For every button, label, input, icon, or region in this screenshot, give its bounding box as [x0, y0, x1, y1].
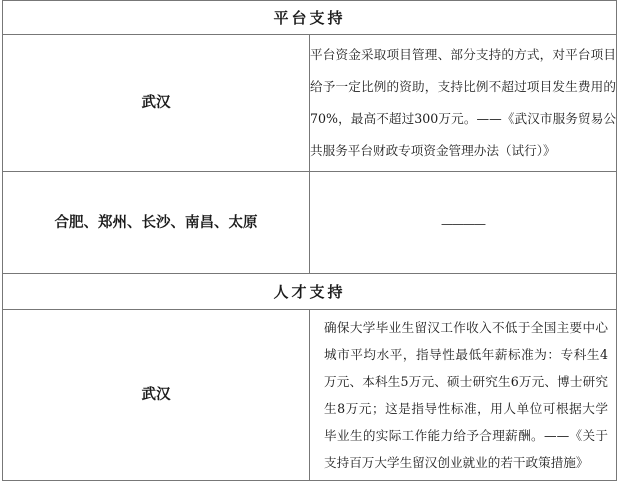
policy-comparison-table	[2, 0, 617, 481]
section-header-row-platform	[3, 1, 617, 35]
city-cell-wuhan-talent: 武汉	[3, 310, 310, 481]
section-header-platform: 平台支持	[3, 1, 617, 35]
section-header-talent: 人才支持	[3, 274, 617, 310]
table-row	[3, 310, 617, 481]
table-row	[3, 35, 617, 172]
empty-dash: ————	[441, 217, 485, 231]
policy-text-other-cities	[310, 172, 617, 274]
city-cell-wuhan-platform: 武汉	[3, 35, 310, 172]
city-cell-other-cities: 合肥、郑州、长沙、南昌、太原	[3, 172, 310, 274]
policy-text-wuhan-platform: 平台资金采取项目管理、部分支持的方式，对平台项目给予一定比例的资助，支持比例不超过项目发生费用的70%，最高不超过300万元。——《武汉市服务贸易公共服务平台财政专项资金管理办法（试行）》	[310, 35, 617, 172]
section-header-row-talent	[3, 274, 617, 310]
table-row	[3, 172, 617, 274]
policy-text-wuhan-talent: 确保大学毕业生留汉工作收入不低于全国主要中心城市平均水平，指导性最低年薪标准为：专科生4万元、本科生5万元、硕士研究生6万元、博士研究生8万元；这是指导性标准，用人单位可根据大学毕业生的实际工作能力给予合理薪酬。——《关于支持百万大学生留汉创业就业的若干政策措施》	[310, 310, 617, 481]
